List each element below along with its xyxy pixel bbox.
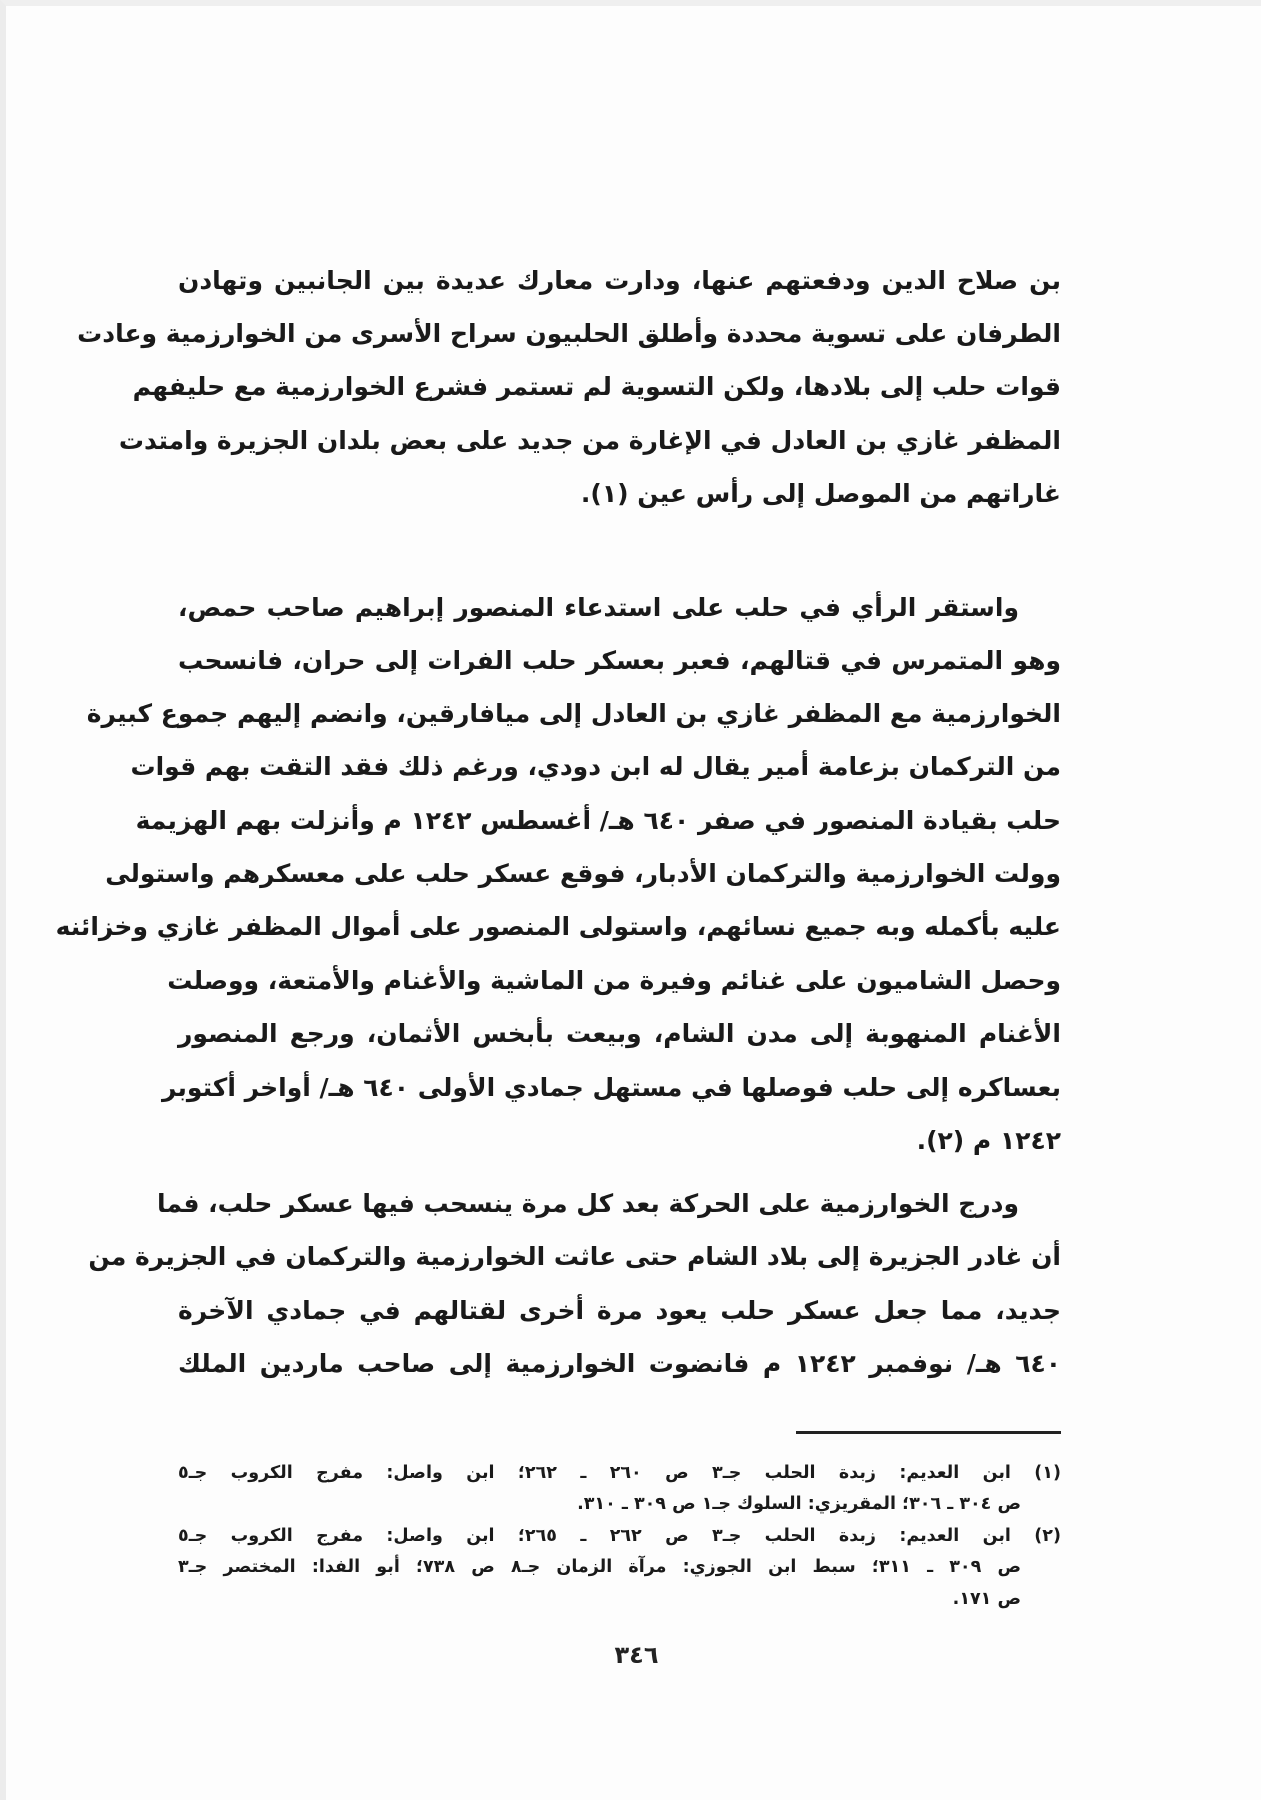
page-number: ٣٤٦ [614,1641,659,1669]
footnote-divider [796,1431,1061,1434]
body-line: وهو المتمرس في قتالهم، فعبر بعسكر حلب الفرات إلى حران، فانسحب [178,646,1061,675]
body-line: حلب بقيادة المنصور في صفر ٦٤٠ هـ/ أغسطس ١٢٤٢ م وأنزلت بهم الهزيمة [135,806,1061,835]
body-line: واستقر الرأي في حلب على استدعاء المنصور إبراهيم صاحب حمص، [178,593,1019,622]
footnote-line: ص ٣٠٩ ـ ٣١١؛ سبط ابن الجوزي: مرآة الزمان جـ٨ ص ٧٣٨؛ أبو الفدا: المختصر جـ٣ [178,1557,1022,1577]
footnote-line: ص ١٧١. [952,1589,1021,1609]
body-line: بعساكره إلى حلب فوصلها في مستهل جمادي الأولى ٦٤٠ هـ/ أواخر أكتوبر [161,1073,1061,1102]
body-line: قوات حلب إلى بلادها، ولكن التسوية لم تستمر فشرع الخوارزمية مع حليفهم [132,372,1061,401]
body-line: غاراتهم من الموصل إلى رأس عين (١). [580,479,1061,508]
body-line: ٦٤٠ هـ/ نوفمبر ١٢٤٢ م فانضوت الخوارزمية إلى صاحب ماردين الملك [178,1349,1061,1378]
footnote-line: (١) ابن العديم: زبدة الحلب جـ٣ ص ٢٦٠ ـ ٢٦٢؛ ابن واصل: مفرج الكروب جـ٥ [178,1463,1061,1483]
body-line: ١٢٤٢ م (٢). [916,1126,1061,1155]
body-line: جديد، مما جعل عسكر حلب يعود مرة أخرى لقتالهم في جمادي الآخرة [178,1296,1061,1325]
footnote-line: ص ٣٠٤ ـ ٣٠٦؛ المقريزي: السلوك جـ١ ص ٣٠٩ ـ ٣١٠. [577,1494,1021,1514]
body-line: وولت الخوارزمية والتركمان الأدبار، فوقع عسكر حلب على معسكرهم واستولى [105,859,1061,888]
body-line: المظفر غازي بن العادل في الإغارة من جديد على بعض بلدان الجزيرة وامتدت [118,426,1061,455]
body-line: أن غادر الجزيرة إلى بلاد الشام حتى عاثت الخوارزمية والتركمان في الجزيرة من [88,1242,1061,1271]
body-line: ودرج الخوارزمية على الحركة بعد كل مرة ينسحب فيها عسكر حلب، فما [156,1189,1019,1218]
footnote-line: (٢) ابن العديم: زبدة الحلب جـ٣ ص ٢٦٢ ـ ٢٦٥؛ ابن واصل: مفرج الكروب جـ٥ [178,1526,1061,1546]
body-line: الخوارزمية مع المظفر غازي بن العادل إلى ميافارقين، وانضم إليهم جموع كبيرة [86,699,1061,728]
body-line: عليه بأكمله وبه جميع نسائهم، واستولى المنصور على أموال المظفر غازي وخزائنه [55,912,1061,941]
body-line: الطرفان على تسوية محددة وأطلق الحلبيون سراح الأسرى من الخوارزمية وعادت [77,319,1061,348]
body-line: بن صلاح الدين ودفعتهم عنها، ودارت معارك عديدة بين الجانبين وتهادن [178,266,1061,295]
body-line: الأغنام المنهوبة إلى مدن الشام، وبيعت بأبخس الأثمان، ورجع المنصور [178,1019,1061,1048]
body-line: من التركمان بزعامة أمير يقال له ابن دودي، ورغم ذلك فقد التقت بهم قوات [130,752,1061,781]
body-line: وحصل الشاميون على غنائم وفيرة من الماشية والأغنام والأمتعة، ووصلت [167,966,1061,995]
